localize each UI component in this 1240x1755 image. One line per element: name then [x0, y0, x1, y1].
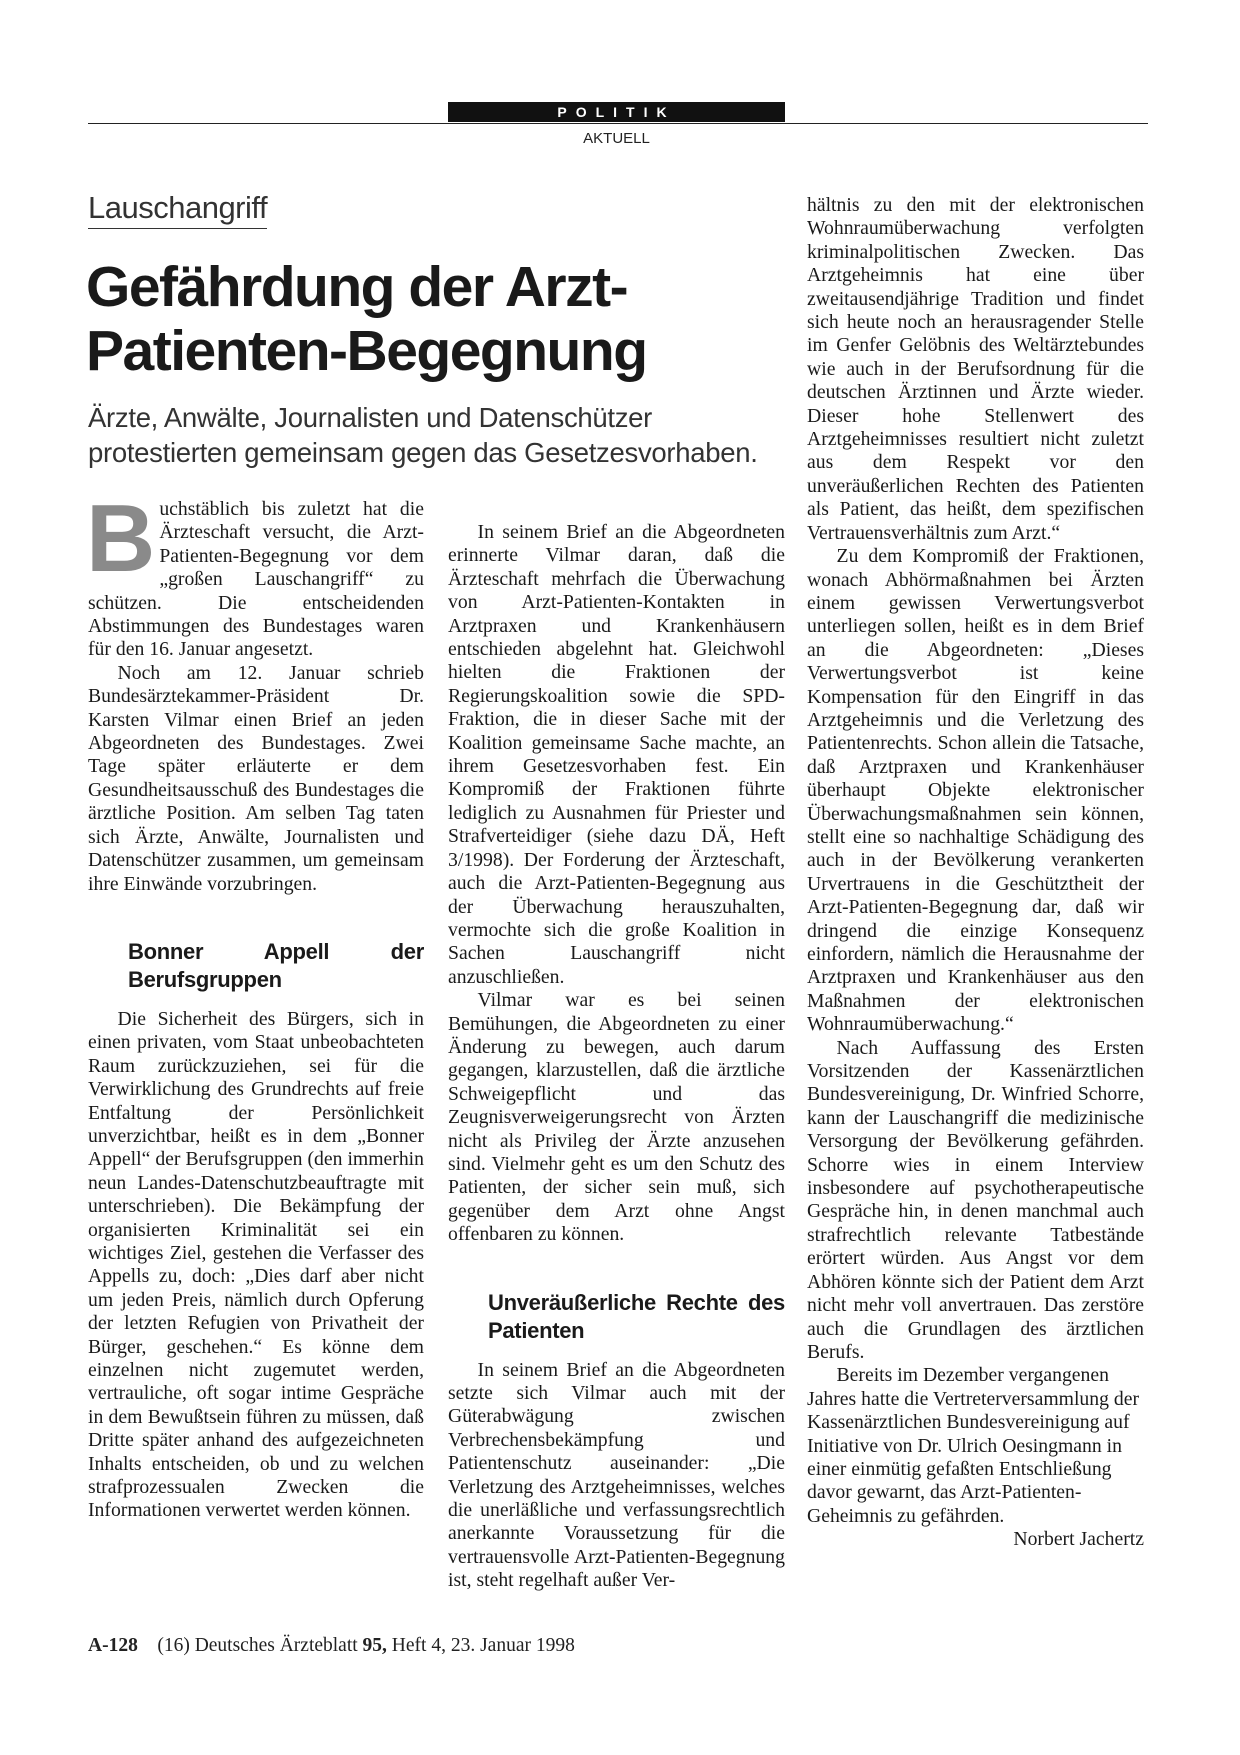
column-1 [86, 485, 424, 1523]
subsection-label: AKTUELL [583, 130, 650, 147]
column-2 [448, 521, 785, 1593]
paragraph: Zu dem Kompromiß der Fraktionen, wonach Abhörmaßnahmen bei Ärzten einem gewissen Verwertungsverbot unterliegen sollen, heißt es in dem Brief an die Abgeordneten: „Dieses Verwertungsverbot ist keine Kompensation für den Eingriff in das Arztgeheimnis und die Verletzung des Patientenrechts. Schon allein die Tatsache, daß Arztpraxen und Krankenhäuser überhaupt Objekte elektronischer Überwachungsmaßnahmen sein können, stellt eine so nachhaltige Schädigung des auch in der Bevölkerung verankerten Urvertrauens in die Geschütztheit der Arzt-Patienten-Begegnung dar, daß wir dringend die einzige Konsequenz einfordern, nämlich die Herausnahme der Arztpraxen und Krankenhäuser aus den Maßnahmen der elektronischen Wohnraumüberwachung.“ [807, 545, 1144, 1036]
header-rule [88, 123, 1148, 124]
drop-cap: B [86, 485, 156, 592]
paragraph: Bereits im Dezember vergangenen Jahres hatte die Vertreterversammlung der Kassenärztlichen Bundesvereinigung auf Initiative von Dr. Ulrich Oesingmann in einer einmütig gefaßten Entschließung davor gewarnt, das Arzt-Patienten-Geheimnis zu gefährden. Norbert Jachertz [807, 1364, 1144, 1551]
paragraph: Die Sicherheit des Bürgers, sich in einen privaten, vom Staat unbeobachteten Raum zurückzuziehen, sei für die Verwirklichung des Grundrechts auf freie Entfaltung der Persönlichkeit unverzichtbar, heißt es in dem „Bonner Appell“ der Berufsgruppen (den immerhin neun Landes-Datenschutzbeauftragte mit unterschrieben). Die Bekämpfung der organisierten Kriminalität sei ein wichtiges Ziel, gestehen die Verfasser des Appells zu, doch: „Dies darf aber nicht um jeden Preis, nämlich durch Opferung der letzten Refugien von Privatheit der Bürger, geschehen.“ Es könne dem einzelnen nicht zugemutet werden, vertrauliche, oft sogar intime Gespräche in dem Bewußtsein führen zu müssen, daß Dritte später anhand des aufgezeichneten Inhalts entscheiden, ob und zu welchen strafprozessualen Zwecken die Informationen verwertet werden können. [88, 1007, 424, 1522]
page-footer [88, 1635, 575, 1657]
citation-journal: (16) Deutsches Ärzteblatt [157, 1635, 358, 1656]
paragraph: Noch am 12. Januar schrieb Bundesärztekammer-Präsident Dr. Karsten Vilmar einen Brief an jeden Abgeordneten des Bundestages. Zwei Tage später erläuterte er dem Gesundheitsausschuß des Bundestages die ärztliche Position. Am selben Tag taten sich Ärzte, Anwälte, Journalisten und Datenschützer zusammen, um gemeinsam ihre Einwände vorzubringen. [88, 661, 424, 895]
author-signature: Norbert Jachertz [1013, 1528, 1144, 1551]
subhead-bonner-appell: Bonner Appell der Berufsgruppen [128, 938, 424, 992]
paragraph: Buchstäblich bis zuletzt hat die Ärzteschaft versucht, die Arzt-Patienten-Begegnung vor dem „großen Lauschangriff“ zu schützen. Die entscheidenden Abstimmungen des Bundestages waren für den 16. Januar angesetzt. [86, 485, 424, 661]
citation-issue: Heft 4, 23. Januar 1998 [391, 1635, 575, 1656]
subhead-unveraeusserliche-rechte: Unveräußerliche Rechte des Patienten [488, 1289, 785, 1343]
paragraph: In seinem Brief an die Abgeordneten erinnerte Vilmar daran, daß die Ärzteschaft mehrfach die Überwachung von Arzt-Patienten-Kontakten in Arztpraxen und Krankenhäusern entschieden abgelehnt hat. Gleichwohl hielten die Fraktionen der Regierungskoalition sowie die SPD-Fraktion, die in dieser Sache mit der Koalition gemeinsame Sache machte, an ihrem Gesetzesvorhaben fest. Ein Kompromiß der Fraktionen führte lediglich zu Ausnahmen für Priester und Strafverteidiger (siehe dazu DÄ, Heft 3/1998). Der Forderung der Ärzteschaft, auch die Arzt-Patienten-Begegnung aus der Überwachung herauszuhalten, vermochte sich die große Koalition in Sachen Lauschangriff nicht anzuschließen. [448, 521, 785, 988]
paragraph: hältnis zu den mit der elektronischen Wohnraumüberwachung verfolgten kriminalpolitischen Zwecken. Das Arztgeheimnis hat eine über zweitausendjährige Tradition und findet sich heute noch an herausragender Stelle im Genfer Gelöbnis des Weltärztebundes wie auch in der Berufsordnung für die deutschen Ärztinnen und Ärzte wieder. Dieser hohe Stellenwert des Arztgeheimnisses resultiert nicht zuletzt aus dem Respekt vor den unveräußerlichen Rechten des Patienten als Patient, das heißt, dem spezifischen Vertrauensverhältnis zum Arzt.“ [807, 194, 1144, 544]
page-number: A-128 [88, 1635, 138, 1656]
article-kicker: Lauschangriff [88, 190, 267, 229]
paragraph: In seinem Brief an die Abgeordneten setzte sich Vilmar auch mit der Güterabwägung zwischen Verbrechensbekämpfung und Patientenschutz auseinander: „Die Verletzung des Arztgeheimnisses, welches die unerläßliche und verfassungsrechtlich anerkannte Voraussetzung für die vertrauensvolle Arzt-Patienten-Begegnung ist, steht regelhaft außer Ver- [448, 1358, 785, 1592]
paragraph: Vilmar war es bei seinen Bemühungen, die Abgeordneten zu einer Änderung zu bewegen, auch darum gegangen, klarzustellen, daß die ärztliche Schweigepflicht und das Zeugnisverweigerungsrecht von Ärzten nicht als Privileg der Ärzte anzusehen sind. Vielmehr geht es um den Schutz des Patienten, der sicher sein muß, sich gegenüber dem Arzt ohne Angst offenbaren zu können. [448, 989, 785, 1246]
article-headline: Gefährdung der Arzt-Patienten-Begegnung [86, 255, 647, 383]
citation-volume: 95, [362, 1635, 387, 1656]
column-3 [807, 194, 1144, 1552]
section-label: POLITIK [448, 102, 785, 122]
paragraph: Nach Auffassung des Ersten Vorsitzenden der Kassenärztlichen Bundesvereinigung, Dr. Winfried Schorre, kann der Lauschangriff die medizinische Versorgung der Bevölkerung gefährden. Schorre wies in einem Interview insbesondere auf psychotherapeutische Gespräche hin, in denen manchmal auch strafrechtlich relevante Tatbestände erörtert würden. Aus Angst vor dem Abhören könnte sich der Patient dem Arzt nicht mehr voll anvertrauen. Das zerstöre auch die Grundlagen des ärztlichen Berufs. [807, 1036, 1144, 1363]
article-deck: Ärzte, Anwälte, Journalisten und Datenschützer protestierten gemeinsam gegen das Gesetzesvorhaben. [88, 402, 758, 468]
